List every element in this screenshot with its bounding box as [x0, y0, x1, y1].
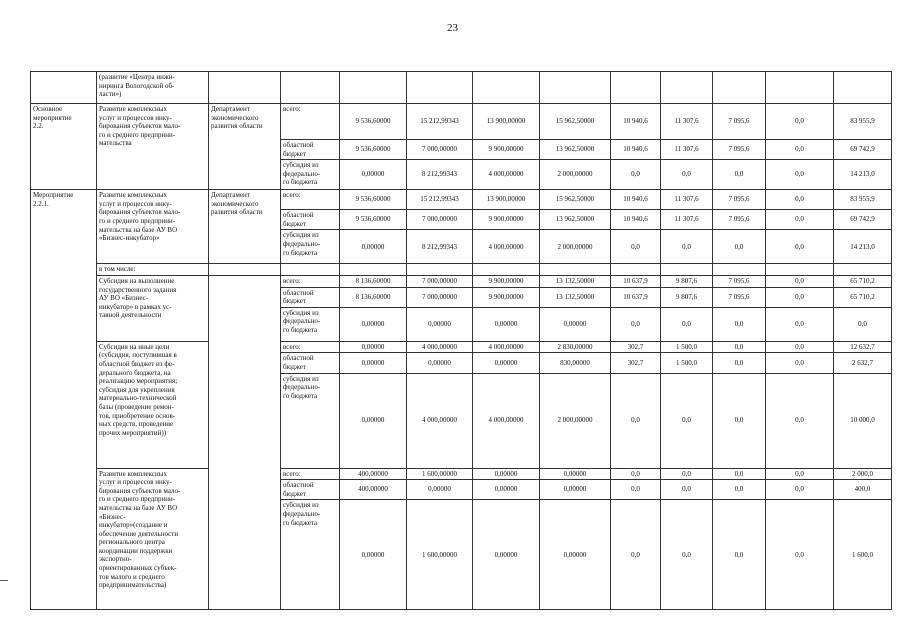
value-cell: 0,0	[661, 468, 713, 480]
value-cell: 0,0	[661, 500, 713, 610]
value-cell: 9 900,00000	[473, 210, 540, 230]
value-cell: 9 536,60000	[340, 210, 407, 230]
value-cell: 4 000,00000	[473, 160, 540, 190]
funding-source-cell: субсидия из федерально- го бюджета	[281, 500, 340, 610]
value-cell: 0,00000	[340, 500, 407, 610]
value-cell: 0,00000	[473, 480, 540, 500]
event-code-cell: Основное мероприятие 2.2.	[31, 104, 97, 190]
value-cell: 0,0	[611, 500, 661, 610]
funding-source-cell: областной бюджет	[281, 210, 340, 230]
value-cell: 0,0	[713, 160, 766, 190]
empty-cell	[407, 72, 473, 104]
value-cell: 9 900,00000	[473, 275, 540, 287]
value-cell: 0,0	[713, 353, 766, 373]
value-cell: 0,0	[766, 373, 834, 468]
value-cell: 7 000,00000	[407, 210, 473, 230]
value-cell: 0,0	[713, 307, 766, 341]
value-cell: 12 632,7	[834, 341, 892, 353]
event-name-cell: Развитие комплексных услуг и процессов инку- бирования субъектов мало- го и среднего предприни- мательства на базе АУ ВО «Бизнес- инкубатор»(создание и обеспечение деятельности регионального центра координации поддержки экспортно- ориентированных субъек- тов малого и среднего предпринимательства)	[97, 468, 209, 610]
value-cell: 0,0	[766, 287, 834, 307]
value-cell: 4 000,00000	[407, 373, 473, 468]
value-cell: 0,0	[766, 190, 834, 210]
executor-cell	[209, 275, 281, 609]
empty-cell	[407, 264, 473, 276]
value-cell: 1 500,0	[661, 341, 713, 353]
funding-source-cell: областной бюджет	[281, 480, 340, 500]
value-cell: 0,00000	[407, 307, 473, 341]
empty-cell	[611, 72, 661, 104]
value-cell: 8 136,60000	[340, 287, 407, 307]
value-cell: 15 212,99343	[407, 190, 473, 210]
value-cell: 0,00000	[540, 500, 611, 610]
value-cell: 8 212,99343	[407, 230, 473, 264]
value-cell: 0,0	[713, 373, 766, 468]
value-cell: 0,00000	[340, 307, 407, 341]
value-cell: 9 900,00000	[473, 287, 540, 307]
value-cell: 7 095,6	[713, 210, 766, 230]
footnote-separator	[0, 580, 8, 581]
value-cell: 0,0	[713, 500, 766, 610]
value-cell: 13 132,50000	[540, 275, 611, 287]
value-cell: 15 962,50000	[540, 190, 611, 210]
funding-source-cell: субсидия из федерально- го бюджета	[281, 160, 340, 190]
value-cell: 0,00000	[407, 480, 473, 500]
value-cell: 0,0	[661, 373, 713, 468]
value-cell: 83 955,9	[834, 104, 892, 140]
value-cell: 0,0	[661, 480, 713, 500]
value-cell: 2 632,7	[834, 353, 892, 373]
event-name-cell: Субсидия на иные цели (субсидия, поступившая в областной бюджет из фе- дерального бюджета, на реализацию мероприятия; субсидия для укрепления материально-технической базы (проведение ремон- тов, приобретение основ- ных средств, проведение прочих мероприятий))	[97, 341, 209, 468]
value-cell: 0,0	[713, 480, 766, 500]
funding-source-cell: областной бюджет	[281, 287, 340, 307]
continuation-row	[31, 72, 892, 104]
value-cell: 2 000,00000	[540, 373, 611, 468]
value-cell: 400,00000	[340, 480, 407, 500]
empty-cell	[713, 264, 766, 276]
empty-cell	[661, 264, 713, 276]
empty-cell	[31, 72, 97, 104]
value-cell: 0,0	[766, 230, 834, 264]
page-number: 23	[447, 22, 458, 34]
empty-cell	[281, 264, 340, 276]
funding-source-cell: областной бюджет	[281, 140, 340, 160]
value-cell: 302,7	[611, 341, 661, 353]
value-cell: 10 940,6	[611, 190, 661, 210]
value-cell: 9 807,6	[661, 287, 713, 307]
value-cell: 13 962,50000	[540, 210, 611, 230]
value-cell: 0,0	[661, 230, 713, 264]
funding-source-cell: областной бюджет	[281, 353, 340, 373]
event-row	[31, 190, 892, 210]
value-cell: 0,0	[766, 480, 834, 500]
value-cell: 0,00000	[340, 353, 407, 373]
value-cell: 0,00000	[540, 480, 611, 500]
value-cell: 302,7	[611, 353, 661, 373]
value-cell: 11 307,6	[661, 104, 713, 140]
value-cell: 0,00000	[407, 353, 473, 373]
value-cell: 15 962,50000	[540, 104, 611, 140]
value-cell: 1 500,0	[661, 353, 713, 373]
executor-cell: Департамент экономического развития области	[209, 104, 281, 190]
value-cell: 69 742,9	[834, 140, 892, 160]
value-cell: 10 000,0	[834, 373, 892, 468]
value-cell: 0,0	[611, 307, 661, 341]
value-cell: 0,0	[713, 230, 766, 264]
including-row	[31, 264, 892, 276]
value-cell: 4 000,00000	[473, 230, 540, 264]
value-cell: 0,0	[766, 353, 834, 373]
value-cell: 0,00000	[473, 353, 540, 373]
value-cell: 0,0	[766, 160, 834, 190]
event-name-cell: (развитие «Центра инжи- ниринга Вологодской об- ласти»)	[97, 72, 209, 104]
value-cell: 1 600,00000	[407, 500, 473, 610]
value-cell: 7 000,00000	[407, 275, 473, 287]
empty-cell	[340, 264, 407, 276]
value-cell: 400,0	[834, 480, 892, 500]
value-cell: 13 900,00000	[473, 190, 540, 210]
subsidy-row	[31, 468, 892, 480]
value-cell: 0,0	[766, 307, 834, 341]
empty-cell	[766, 264, 834, 276]
empty-cell	[661, 72, 713, 104]
budget-table	[30, 71, 892, 610]
subsidy-row	[31, 341, 892, 353]
value-cell: 4 000,00000	[473, 341, 540, 353]
value-cell: 0,0	[766, 341, 834, 353]
empty-cell	[834, 264, 892, 276]
empty-cell	[611, 264, 661, 276]
value-cell: 9 536,60000	[340, 190, 407, 210]
funding-source-cell: всего:	[281, 275, 340, 287]
value-cell: 15 212,99343	[407, 104, 473, 140]
funding-source-cell: всего:	[281, 190, 340, 210]
value-cell: 10 940,6	[611, 210, 661, 230]
empty-cell	[834, 72, 892, 104]
empty-cell	[209, 72, 281, 104]
empty-cell	[473, 264, 540, 276]
funding-source-cell: субсидия из федерально- го бюджета	[281, 373, 340, 468]
value-cell: 400,00000	[340, 468, 407, 480]
value-cell: 11 307,6	[661, 140, 713, 160]
value-cell: 7 095,6	[713, 104, 766, 140]
empty-cell	[340, 72, 407, 104]
value-cell: 0,00000	[540, 468, 611, 480]
value-cell: 0,0	[661, 160, 713, 190]
empty-cell	[766, 72, 834, 104]
value-cell: 830,00000	[540, 353, 611, 373]
value-cell: 10 637,9	[611, 275, 661, 287]
value-cell: 69 742,9	[834, 210, 892, 230]
funding-source-cell: субсидия из федерально- го бюджета	[281, 230, 340, 264]
empty-cell	[713, 72, 766, 104]
value-cell: 0,00000	[473, 468, 540, 480]
value-cell: 1 600,00000	[407, 468, 473, 480]
value-cell: 14 213,0	[834, 230, 892, 264]
value-cell: 0,0	[611, 230, 661, 264]
value-cell: 9 900,00000	[473, 140, 540, 160]
value-cell: 8 136,60000	[340, 275, 407, 287]
value-cell: 0,0	[766, 104, 834, 140]
event-name-cell: Развитие комплексных услуг и процессов инку- бирования субъектов мало- го и среднего предприни- мательства	[97, 104, 209, 190]
empty-cell	[540, 72, 611, 104]
value-cell: 0,0	[713, 468, 766, 480]
value-cell: 0,0	[766, 210, 834, 230]
funding-source-cell: всего:	[281, 341, 340, 353]
value-cell: 10 940,6	[611, 104, 661, 140]
funding-source-cell: субсидия из федерально- го бюджета	[281, 307, 340, 341]
value-cell: 11 307,6	[661, 210, 713, 230]
value-cell: 8 212,99343	[407, 160, 473, 190]
value-cell: 7 095,6	[713, 140, 766, 160]
funding-source-cell: всего:	[281, 468, 340, 480]
value-cell: 0,0	[713, 341, 766, 353]
value-cell: 0,0	[661, 307, 713, 341]
value-cell: 0,0	[766, 500, 834, 610]
value-cell: 0,0	[611, 480, 661, 500]
value-cell: 9 536,60000	[340, 104, 407, 140]
value-cell: 0,0	[611, 160, 661, 190]
value-cell: 10 637,9	[611, 287, 661, 307]
event-name-cell: Развитие комплексных услуг и процессов инку- бирования субъектов мало- го и среднего предприни- мательства на базе АУ ВО «Бизнес-инкубатор»	[97, 190, 209, 264]
empty-cell	[209, 264, 281, 276]
value-cell: 0,00000	[540, 307, 611, 341]
value-cell: 11 307,6	[661, 190, 713, 210]
value-cell: 14 213,0	[834, 160, 892, 190]
value-cell: 10 940,6	[611, 140, 661, 160]
value-cell: 0,00000	[340, 373, 407, 468]
subsidy-row	[31, 275, 892, 287]
including-label-cell: в том числе:	[97, 264, 209, 276]
value-cell: 0,0	[611, 468, 661, 480]
value-cell: 0,0	[766, 468, 834, 480]
value-cell: 1 600,0	[834, 500, 892, 610]
executor-cell: Департамент экономического развития области	[209, 190, 281, 264]
value-cell: 13 132,50000	[540, 287, 611, 307]
empty-cell	[473, 72, 540, 104]
value-cell: 7 095,6	[713, 275, 766, 287]
value-cell: 4 000,00000	[407, 341, 473, 353]
value-cell: 0,00000	[473, 500, 540, 610]
value-cell: 0,0	[766, 275, 834, 287]
value-cell: 83 955,9	[834, 190, 892, 210]
funding-source-cell: всего:	[281, 104, 340, 140]
value-cell: 0,00000	[473, 307, 540, 341]
value-cell: 0,0	[611, 373, 661, 468]
value-cell: 7 095,6	[713, 287, 766, 307]
value-cell: 2 000,00000	[540, 230, 611, 264]
value-cell: 0,00000	[340, 160, 407, 190]
value-cell: 7 095,6	[713, 190, 766, 210]
value-cell: 2 000,00000	[540, 160, 611, 190]
value-cell: 2 830,00000	[540, 341, 611, 353]
value-cell: 0,0	[834, 307, 892, 341]
value-cell: 13 900,00000	[473, 104, 540, 140]
value-cell: 65 710,2	[834, 275, 892, 287]
event-name-cell: Субсидия на выполнение государственного задания АУ ВО «Бизнес- инкубатор» в рамках ус- тавной деятельности	[97, 275, 209, 341]
value-cell: 7 000,00000	[407, 140, 473, 160]
empty-cell	[540, 264, 611, 276]
budget-table-body	[31, 72, 892, 610]
budget-table-wrapper	[30, 71, 892, 610]
value-cell: 7 000,00000	[407, 287, 473, 307]
value-cell: 4 000,00000	[473, 373, 540, 468]
value-cell: 2 000,0	[834, 468, 892, 480]
value-cell: 0,00000	[340, 341, 407, 353]
event-code-cell: Мероприятие 2.2.1.	[31, 190, 97, 610]
empty-cell	[281, 72, 340, 104]
value-cell: 0,0	[766, 140, 834, 160]
value-cell: 9 807,6	[661, 275, 713, 287]
value-cell: 13 962,50000	[540, 140, 611, 160]
value-cell: 9 536,60000	[340, 140, 407, 160]
value-cell: 65 710,2	[834, 287, 892, 307]
value-cell: 0,00000	[340, 230, 407, 264]
main-event-row	[31, 104, 892, 140]
